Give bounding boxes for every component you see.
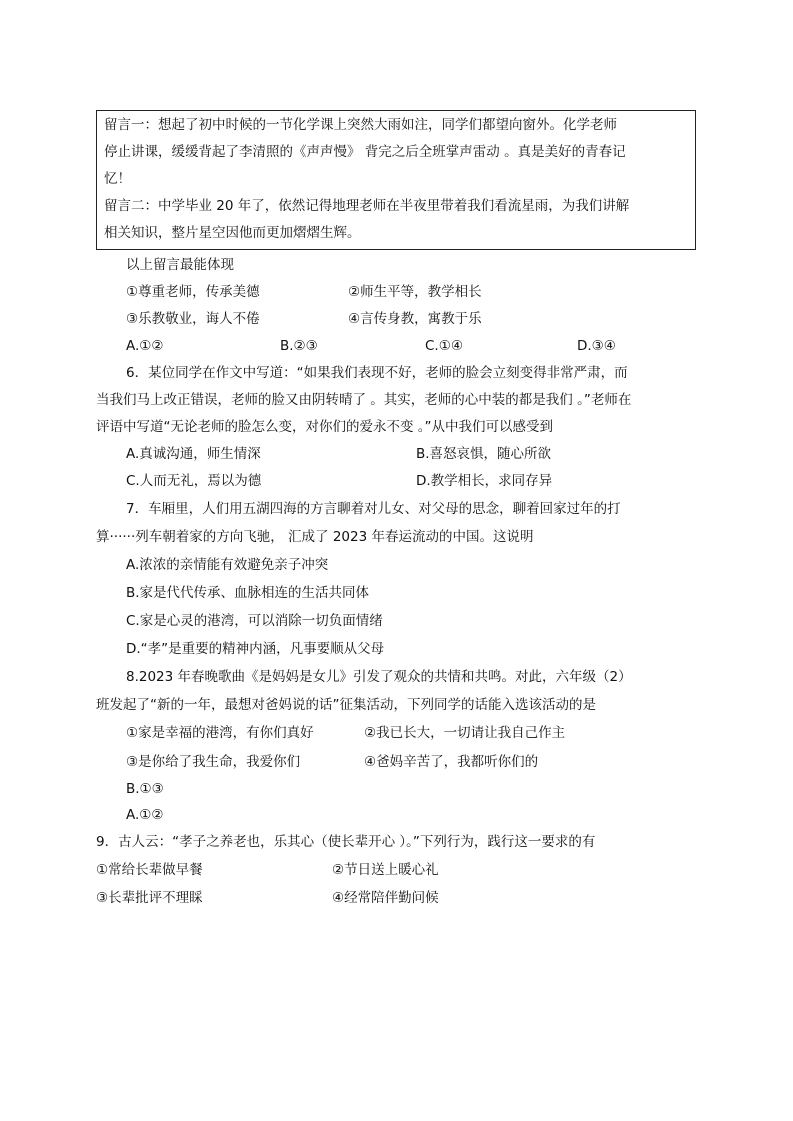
q7-choice-d: D.“孝”是重要的精神内涵，凡事要顺从父母 [126, 641, 385, 657]
q5-option-3: ③乐教敬业，诲人不倦 [126, 311, 260, 327]
q5-choice-d: D.③④ [577, 338, 616, 354]
q8-choice-b: B.①③ [126, 781, 164, 797]
q8-line-1: 8.2023 年春晚歌曲《是妈妈是女儿》引发了观众的共情和共鸣。对此，六年级（2） [126, 669, 632, 685]
q5-option-1: ①尊重老师，传承美德 [126, 284, 260, 300]
q6-line-2: 当我们马上改正错误，老师的脸又由阴转晴了 。其实，老师的心中装的都是我们 。”老师在 [96, 392, 632, 408]
q9-option-4: ④经常陪伴勤问候 [332, 890, 439, 906]
q6-line-3: 评语中写道“无论老师的脸怎么变，对你们的爱永不变 。”从中我们可以感受到 [96, 419, 554, 435]
message-2-line-2: 相关知识，整片星空因他而更加熠熠生辉。 [104, 225, 361, 241]
q8-option-1: ①家是幸福的港湾，有你们真好 [126, 725, 314, 741]
q6-choice-d: D.教学相长，求同存异 [416, 473, 553, 489]
q8-line-2: 班发起了“新的一年，最想对爸妈说的话”征集活动，下列同学的话能入选该活动的是 [96, 697, 596, 713]
q6-line-1: 6．某位同学在作文中写道：“如果我们表现不好，老师的脸会立刻变得非常严肃，而 [126, 365, 628, 381]
q5-choice-c: C.①④ [425, 338, 463, 354]
q5-option-4: ④言传身教，寓教于乐 [348, 311, 482, 327]
q6-choice-c: C.人而无礼，焉以为德 [126, 473, 262, 489]
q9-option-2: ②节日送上暖心礼 [332, 862, 439, 878]
q5-choice-b: B.②③ [280, 338, 318, 354]
message-1-line-3: 忆！ [104, 171, 131, 187]
message-2-line-1: 留言二：中学毕业 20 年了，依然记得地理老师在半夜里带着我们看流星雨，为我们讲解 [104, 198, 630, 214]
q7-choice-b: B.家是代代传承、血脉相连的生活共同体 [126, 585, 370, 601]
q5-option-2: ②师生平等，教学相长 [348, 284, 482, 300]
q6-choice-b: B.喜怒哀惧，随心所欲 [416, 446, 552, 462]
message-1-line-1: 留言一：想起了初中时候的一节化学课上突然大雨如注，同学们都望向窗外。化学老师 [104, 117, 617, 133]
message-1-line-2: 停止讲课，缓缓背起了李清照的《声声慢》 背完之后全班掌声雷动 。真是美好的青春记 [104, 144, 626, 160]
q8-option-3: ③是你给了我生命，我爱你们 [126, 754, 301, 770]
q8-option-2: ②我已长大，一切请让我自己作主 [364, 725, 566, 741]
q6-choice-a: A.真诚沟通，师生情深 [126, 446, 261, 462]
q7-line-1: 7．车厢里，人们用五湖四海的方言聊着对儿女、对父母的思念，聊着回家过年的打 [126, 501, 621, 517]
q9-option-1: ①常给长辈做早餐 [96, 862, 203, 878]
q9-stem: 9．古人云：“孝子之养老也，乐其心（使长辈开心 ）。”下列行为，践行这一要求的有 [96, 834, 596, 850]
q5-stem: 以上留言最能体现 [126, 257, 234, 273]
q8-choice-a: A.①② [126, 807, 164, 823]
messages-box [96, 110, 696, 250]
q7-choice-c: C.家是心灵的港湾，可以消除一切负面情绪 [126, 613, 383, 629]
q5-choice-a: A.①② [126, 338, 164, 354]
q8-option-4: ④爸妈辛苦了，我都听你们的 [364, 754, 539, 770]
q9-option-3: ③长辈批评不理睬 [96, 890, 203, 906]
q7-line-2: 算······列车朝着家的方向飞驰， 汇成了 2023 年春运流动的中国。这说明 [96, 529, 534, 545]
q7-choice-a: A.浓浓的亲情能有效避免亲子冲突 [126, 557, 329, 573]
